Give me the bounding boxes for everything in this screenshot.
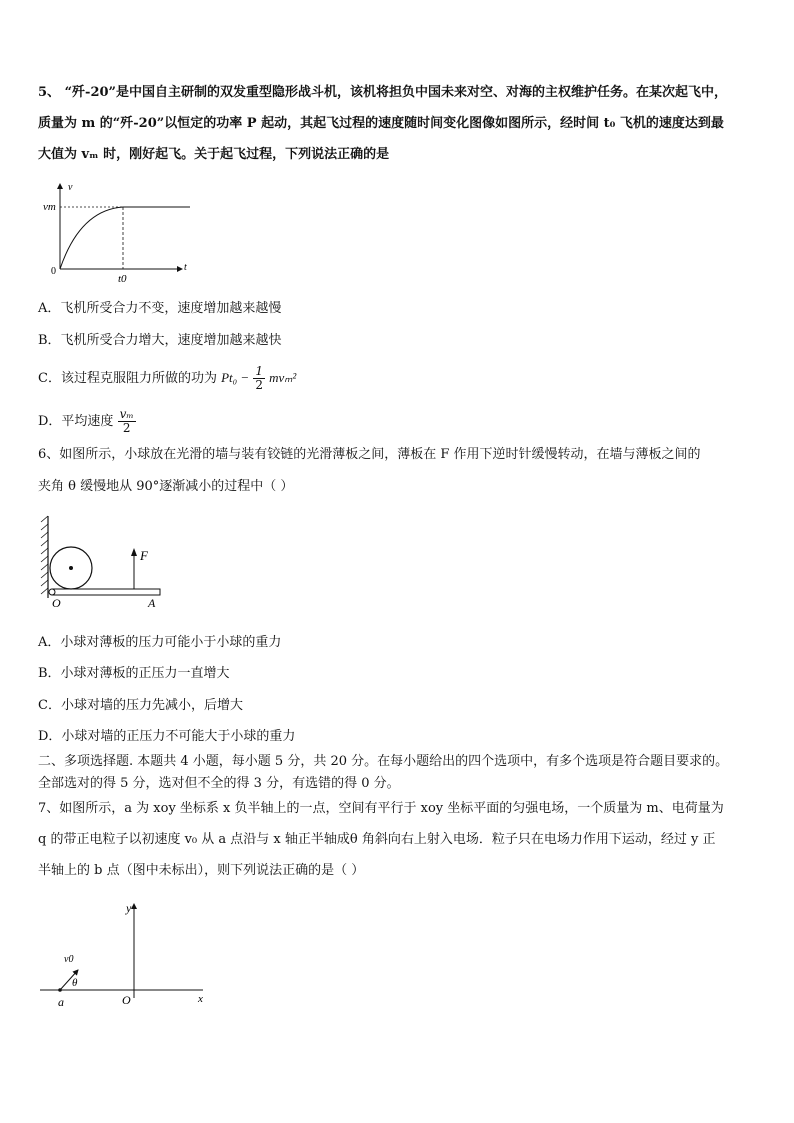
section2-line-2: 全部选对的得 5 分，选对但不全的得 3 分，有选错的得 0 分。 (38, 776, 400, 791)
q6-hinge-label: O (52, 596, 61, 610)
q5-option-c-text: C．该过程克服阻力所做的功为 (38, 371, 217, 386)
q6-option-b: B．小球对薄板的正压力一直增大 (38, 666, 230, 681)
q5-option-d-text: D．平均速度 (38, 414, 114, 429)
q7-line-2: q 的带正电粒子以初速度 v₀ 从 a 点沿与 x 轴正半轴成θ 角斜向右上射入电场．粒子只在电场力作用下运动，经过 y 正 (38, 832, 716, 847)
q5-v-label: v (68, 182, 73, 193)
q5-line-2: 质量为 m 的“歼-20”以恒定的功率 P 起动，其起飞过程的速度随时间变化图像如图所示，经时间 t₀ 飞机的速度达到最 (38, 116, 724, 131)
q7-angle-label: θ (72, 977, 78, 989)
q5-t-label: t (184, 262, 187, 273)
q5-vt-graph (40, 178, 200, 288)
q6-hinge (49, 589, 55, 595)
q5-vm-label: vm (43, 201, 56, 213)
q5-option-c-post: mvₘ² (269, 370, 297, 385)
q5-origin-label: 0 (51, 266, 56, 277)
q5-option-d-fraction: $\frac{\text{vₘ}}{2}$ (119, 407, 134, 435)
q5-option-b: B．飞机所受合力增大，速度增加越来越快 (38, 333, 282, 348)
q5-option-d (38, 408, 136, 435)
q5-velocity-curve (60, 207, 190, 269)
q6-ball-center (69, 566, 73, 570)
section2-line-1: 二、多项选择题. 本题共 4 小题，每小题 5 分，共 20 分。在每小题给出的四个选项中，有多个选项是符合题目要求的。 (38, 754, 729, 769)
q5-option-c-pre: Pt₀ − (221, 370, 250, 385)
q7-origin-label: O (122, 993, 131, 1007)
q5-option-a: A．飞机所受合力不变，速度增加越来越慢 (38, 301, 282, 316)
q6-line-1: 6、如图所示，小球放在光滑的墙与装有铰链的光滑薄板之间，薄板在 F 作用下逆时针缓慢转动，在墙与薄板之间的 (38, 447, 701, 462)
q7-x-label: x (198, 993, 203, 1005)
q6-option-d: D．小球对墙的正压力不可能大于小球的重力 (38, 729, 296, 744)
q7-line-3: 半轴上的 b 点（图中未标出），则下列说法正确的是（ ） (38, 863, 365, 878)
q5-option-c (38, 365, 296, 392)
q6-force-label: F (140, 548, 148, 563)
q6-ball-plank-figure (38, 512, 168, 612)
q7-y-label: y (126, 901, 132, 915)
q6-line-2: 夹角 θ 缓慢地从 90°逐渐减小的过程中（ ） (38, 479, 294, 494)
q7-velocity-label: v0 (64, 954, 74, 965)
q7-line-1: 7、如图所示，a 为 xoy 坐标系 x 负半轴上的一点，空间有平行于 xoy 坐标平面的匀强电场，一个质量为 m、电荷量为 (38, 801, 724, 816)
q7-coordinate-figure (38, 898, 218, 1013)
q6-option-c: C．小球对墙的压力先减小，后增大 (38, 698, 243, 713)
q6-option-a: A．小球对薄板的压力可能小于小球的重力 (38, 635, 282, 650)
q7-point-a-label: a (58, 995, 64, 1009)
q5-option-c-fraction: $\frac{1}{2}$ (255, 364, 263, 392)
q6-end-label: A (148, 596, 156, 610)
q6-wall-hatching (41, 516, 48, 594)
q5-line-3: 大值为 vₘ 时，刚好起飞。关于起飞过程，下列说法正确的是 (38, 147, 390, 162)
q6-plank (52, 589, 160, 595)
q5-line-1: 5、 “歼-20”是中国自主研制的双发重型隐形战斗机，该机将担负中国未来对空、对海的主权维护任务。在某次起飞中， (38, 85, 728, 100)
q5-t0-label: t0 (118, 273, 127, 285)
